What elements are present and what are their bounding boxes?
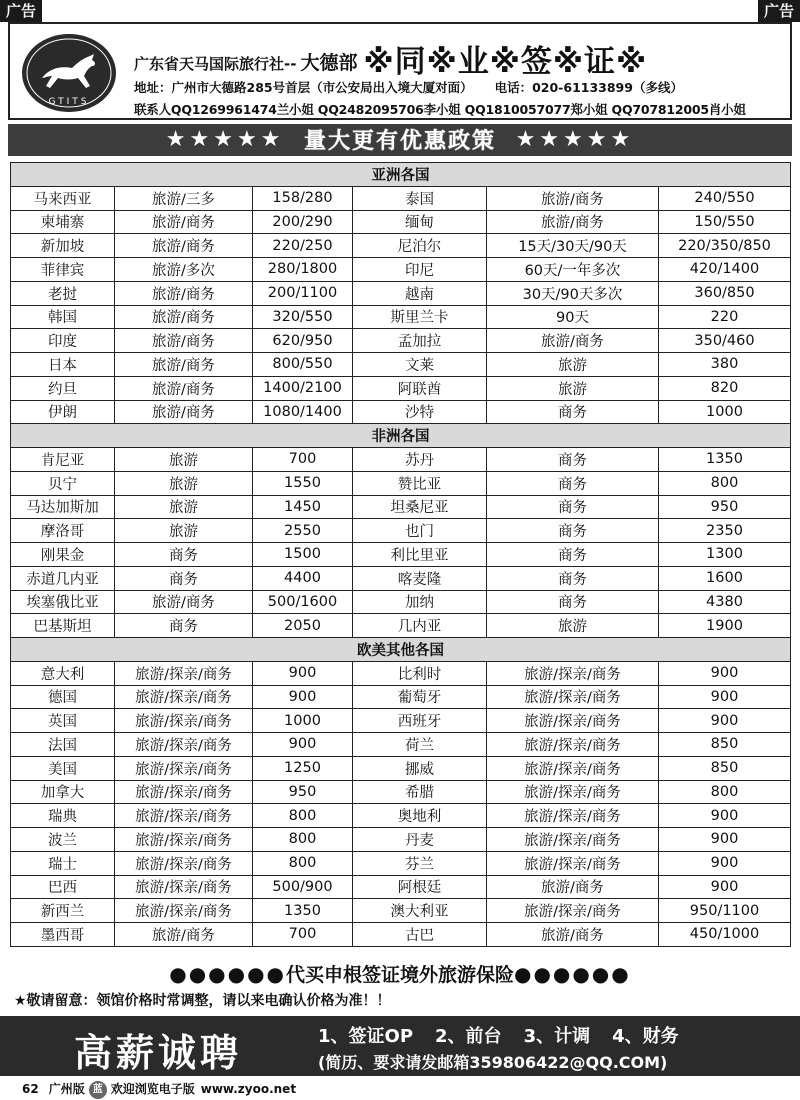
country-name: 也门: [353, 519, 487, 543]
visa-type: 旅游: [487, 614, 659, 638]
visa-type: 旅游/探亲/商务: [487, 685, 659, 709]
table-row: [11, 828, 791, 852]
country-name: 赤道几内亚: [11, 566, 115, 590]
visa-type: 旅游/探亲/商务: [115, 756, 253, 780]
phone: 电话：020-61133899（多线）: [494, 80, 683, 95]
visa-type: 商务: [487, 400, 659, 424]
visa-type: 商务: [487, 566, 659, 590]
country-name: 柬埔寨: [11, 210, 115, 234]
country-name: 孟加拉: [353, 329, 487, 353]
table-row: [11, 875, 791, 899]
visa-price: 1500: [253, 543, 353, 567]
visa-price: 2550: [253, 519, 353, 543]
edition-badge-icon: 蓝: [89, 1081, 107, 1099]
country-name: 贝宁: [11, 471, 115, 495]
visa-type: 旅游: [115, 471, 253, 495]
country-name: 赞比亚: [353, 471, 487, 495]
visa-type: 旅游: [487, 376, 659, 400]
visa-type: 旅游/商务: [115, 400, 253, 424]
promo-banner: [8, 124, 792, 156]
country-name: 摩洛哥: [11, 519, 115, 543]
section-title: 欧美其他各国: [11, 638, 791, 662]
country-name: 美国: [11, 756, 115, 780]
country-name: 菲律宾: [11, 258, 115, 282]
visa-type: 旅游: [115, 519, 253, 543]
visa-price: 150/550: [659, 210, 791, 234]
address-line: [134, 78, 683, 96]
job-item: 4、财务: [612, 1026, 679, 1047]
table-row: [11, 281, 791, 305]
visa-type: 旅游/探亲/商务: [115, 733, 253, 757]
country-name: 阿联酋: [353, 376, 487, 400]
country-name: 马达加斯加: [11, 495, 115, 519]
country-name: 西班牙: [353, 709, 487, 733]
country-name: 比利时: [353, 661, 487, 685]
footer-website-link[interactable]: www.zyoo.net: [200, 1082, 297, 1096]
country-name: 阿根廷: [353, 875, 487, 899]
visa-price: 2350: [659, 519, 791, 543]
country-name: 泰国: [353, 186, 487, 210]
visa-price: 158/280: [253, 186, 353, 210]
visa-price: 950: [253, 780, 353, 804]
visa-price-table: [10, 162, 791, 947]
visa-price: 900: [659, 709, 791, 733]
visa-price: 220/350/850: [659, 234, 791, 258]
visa-price: 1900: [659, 614, 791, 638]
country-name: 巴西: [11, 875, 115, 899]
table-row: [11, 519, 791, 543]
country-name: 奥地利: [353, 804, 487, 828]
visa-type: 旅游/探亲/商务: [115, 875, 253, 899]
visa-type: 商务: [487, 495, 659, 519]
insurance-dots-right: ●●●●●●: [514, 962, 631, 986]
page-footer: [22, 1080, 296, 1099]
visa-price: 800: [659, 780, 791, 804]
visa-type: 15天/30天/90天: [487, 234, 659, 258]
country-name: 加拿大: [11, 780, 115, 804]
visa-price: 1300: [659, 543, 791, 567]
visa-price: 800: [253, 851, 353, 875]
visa-type: 旅游/商务: [115, 281, 253, 305]
visa-price: 280/1800: [253, 258, 353, 282]
visa-price: 950/1100: [659, 899, 791, 923]
header-title-line: [134, 36, 647, 81]
visa-price: 900: [659, 875, 791, 899]
visa-price: 1080/1400: [253, 400, 353, 424]
visa-type: 旅游/商务: [115, 210, 253, 234]
visa-type: 旅游/探亲/商务: [487, 709, 659, 733]
agency-name: 广东省天马国际旅行社--: [134, 55, 297, 73]
table-row: [11, 780, 791, 804]
visa-price: 820: [659, 376, 791, 400]
country-name: 马来西亚: [11, 186, 115, 210]
table-row: [11, 543, 791, 567]
visa-type: 旅游/探亲/商务: [487, 851, 659, 875]
visa-price: 360/850: [659, 281, 791, 305]
country-name: 韩国: [11, 305, 115, 329]
country-name: 新加坡: [11, 234, 115, 258]
visa-price: 350/460: [659, 329, 791, 353]
edition-label: 广州版: [48, 1082, 85, 1096]
table-row: [11, 329, 791, 353]
country-name: 墨西哥: [11, 923, 115, 947]
country-name: 希腊: [353, 780, 487, 804]
country-name: 喀麦隆: [353, 566, 487, 590]
visa-type: 商务: [115, 566, 253, 590]
table-row: [11, 353, 791, 377]
visa-type: 旅游/商务: [115, 329, 253, 353]
visa-type: 旅游: [115, 448, 253, 472]
visa-type: 旅游/探亲/商务: [115, 709, 253, 733]
country-name: 缅甸: [353, 210, 487, 234]
section-header-row: [11, 424, 791, 448]
visa-type: 旅游: [115, 495, 253, 519]
insurance-text: 代买申根签证境外旅游保险: [285, 964, 514, 986]
country-name: 印度: [11, 329, 115, 353]
visa-price: 1000: [253, 709, 353, 733]
visa-price: 900: [659, 828, 791, 852]
country-name: 瑞士: [11, 851, 115, 875]
visa-type: 旅游/探亲/商务: [487, 733, 659, 757]
country-name: 波兰: [11, 828, 115, 852]
visa-price: 240/550: [659, 186, 791, 210]
table-row: [11, 234, 791, 258]
country-name: 意大利: [11, 661, 115, 685]
section-title: 非洲各国: [11, 424, 791, 448]
table-row: [11, 471, 791, 495]
insurance-banner: [0, 960, 800, 987]
horse-logo-icon: [20, 32, 118, 114]
visa-type: 60天/一年多次: [487, 258, 659, 282]
visa-type: 旅游/商务: [115, 305, 253, 329]
visa-price: 1000: [659, 400, 791, 424]
recruitment-email: (简历、要求请发邮箱359806422@QQ.COM): [318, 1053, 668, 1072]
country-name: 肯尼亚: [11, 448, 115, 472]
price-notice: ★敬请留意：领馆价格时常调整，请以来电确认价格为准！！: [14, 993, 391, 1009]
visa-price: 800: [253, 828, 353, 852]
visa-type: 旅游/商务: [115, 353, 253, 377]
visa-price: 2050: [253, 614, 353, 638]
visa-price: 700: [253, 448, 353, 472]
visa-type: 旅游/多次: [115, 258, 253, 282]
visa-price: 850: [659, 756, 791, 780]
table-row: [11, 661, 791, 685]
address: 地址：广州市大德路285号首层（市公安局出入境大厦对面）: [134, 80, 473, 95]
visa-price: 320/550: [253, 305, 353, 329]
table-row: [11, 851, 791, 875]
visa-price: 800: [253, 804, 353, 828]
section-header-row: [11, 163, 791, 187]
visa-price: 420/1400: [659, 258, 791, 282]
promo-text: 量大更有优惠政策: [303, 129, 496, 154]
visa-type: 旅游/探亲/商务: [487, 661, 659, 685]
visa-price: 800/550: [253, 353, 353, 377]
table-row: [11, 709, 791, 733]
visa-price: 1350: [659, 448, 791, 472]
visa-type: 旅游/探亲/商务: [115, 661, 253, 685]
logo-text: GTITS: [48, 97, 90, 107]
country-name: 古巴: [353, 923, 487, 947]
country-name: 埃塞俄比亚: [11, 590, 115, 614]
country-name: 文莱: [353, 353, 487, 377]
visa-type: 旅游/探亲/商务: [115, 851, 253, 875]
visa-type: 旅游/商务: [115, 590, 253, 614]
visa-price: 1250: [253, 756, 353, 780]
section-title: 亚洲各国: [11, 163, 791, 187]
table-row: [11, 685, 791, 709]
country-name: 荷兰: [353, 733, 487, 757]
country-name: 沙特: [353, 400, 487, 424]
visa-type: 旅游/三多: [115, 186, 253, 210]
visa-type: 旅游/商务: [487, 210, 659, 234]
table-row: [11, 590, 791, 614]
visa-price: 200/290: [253, 210, 353, 234]
ad-label-left: 广告: [0, 0, 42, 22]
country-name: 利比里亚: [353, 543, 487, 567]
visa-price: 950: [659, 495, 791, 519]
country-name: 法国: [11, 733, 115, 757]
country-name: 刚果金: [11, 543, 115, 567]
visa-type: 商务: [487, 471, 659, 495]
visa-type: 30天/90天多次: [487, 281, 659, 305]
visa-type: 旅游/商务: [115, 234, 253, 258]
job-item: 1、签证OP: [318, 1026, 414, 1047]
visa-price: 4380: [659, 590, 791, 614]
visa-price: 900: [253, 685, 353, 709]
visa-type: 旅游/探亲/商务: [487, 780, 659, 804]
visa-price: 380: [659, 353, 791, 377]
promo-stars-left: ★★★★★: [165, 127, 285, 152]
table-row: [11, 923, 791, 947]
visa-type: 旅游/探亲/商务: [487, 756, 659, 780]
country-name: 尼泊尔: [353, 234, 487, 258]
visa-price: 200/1100: [253, 281, 353, 305]
visa-type: 商务: [115, 614, 253, 638]
visa-price: 220/250: [253, 234, 353, 258]
visa-price: 1450: [253, 495, 353, 519]
visa-type: 商务: [487, 590, 659, 614]
visa-price: 900: [253, 733, 353, 757]
country-name: 葡萄牙: [353, 685, 487, 709]
visa-price: 1600: [659, 566, 791, 590]
country-name: 伊朗: [11, 400, 115, 424]
table-row: [11, 376, 791, 400]
contacts-line: 联系人QQ1269961474兰小姐 QQ2482095706李小姐 QQ1810057077郑小姐 QQ707812005肖小姐: [134, 102, 746, 117]
ad-label-right: 广告: [758, 0, 800, 22]
visa-price: 900: [659, 661, 791, 685]
country-name: 几内亚: [353, 614, 487, 638]
section-header-row: [11, 638, 791, 662]
visa-price: 620/950: [253, 329, 353, 353]
visa-type: 商务: [487, 543, 659, 567]
visa-type: 旅游/商务: [487, 875, 659, 899]
visa-price: 1350: [253, 899, 353, 923]
page-number: 62: [22, 1082, 39, 1096]
table-row: [11, 400, 791, 424]
agency-header: [8, 22, 792, 120]
country-name: 瑞典: [11, 804, 115, 828]
visa-type: 旅游: [487, 353, 659, 377]
visa-price: 850: [659, 733, 791, 757]
visa-price: 1550: [253, 471, 353, 495]
job-item: 2、前台: [435, 1026, 502, 1047]
country-name: 坦桑尼亚: [353, 495, 487, 519]
insurance-dots-left: ●●●●●●: [169, 962, 286, 986]
country-name: 芬兰: [353, 851, 487, 875]
table-row: [11, 614, 791, 638]
visa-type: 旅游/探亲/商务: [487, 899, 659, 923]
country-name: 新西兰: [11, 899, 115, 923]
country-name: 日本: [11, 353, 115, 377]
table-row: [11, 448, 791, 472]
country-name: 德国: [11, 685, 115, 709]
visa-type: 旅游/探亲/商务: [115, 685, 253, 709]
visa-type: 旅游/商务: [487, 329, 659, 353]
table-row: [11, 756, 791, 780]
visa-price: 900: [659, 804, 791, 828]
visa-type: 商务: [115, 543, 253, 567]
visa-type: 旅游/商务: [487, 186, 659, 210]
country-name: 印尼: [353, 258, 487, 282]
visa-type: 旅游/商务: [115, 923, 253, 947]
recruitment-banner: [0, 1016, 800, 1076]
promo-stars-right: ★★★★★: [515, 127, 635, 152]
slogan: ※同※业※签※证※: [363, 44, 648, 80]
visa-type: 旅游/探亲/商务: [115, 828, 253, 852]
table-row: [11, 495, 791, 519]
table-row: [11, 210, 791, 234]
visa-type: 商务: [487, 448, 659, 472]
visa-price: 900: [659, 685, 791, 709]
job-list: [318, 1022, 701, 1048]
country-name: 老挝: [11, 281, 115, 305]
country-name: 越南: [353, 281, 487, 305]
job-item: 3、计调: [523, 1026, 591, 1047]
visa-type: 旅游/探亲/商务: [115, 780, 253, 804]
visa-price: 450/1000: [659, 923, 791, 947]
visa-price: 500/1600: [253, 590, 353, 614]
visa-type: 90天: [487, 305, 659, 329]
visa-price: 4400: [253, 566, 353, 590]
visa-price: 1400/2100: [253, 376, 353, 400]
visa-price: 900: [253, 661, 353, 685]
country-name: 澳大利亚: [353, 899, 487, 923]
country-name: 约旦: [11, 376, 115, 400]
country-name: 丹麦: [353, 828, 487, 852]
department-name: 大德部: [300, 52, 358, 74]
visa-price: 700: [253, 923, 353, 947]
country-name: 挪威: [353, 756, 487, 780]
visa-type: 旅游/探亲/商务: [487, 828, 659, 852]
visa-price: 220: [659, 305, 791, 329]
table-row: [11, 566, 791, 590]
table-row: [11, 305, 791, 329]
table-row: [11, 804, 791, 828]
country-name: 巴基斯坦: [11, 614, 115, 638]
table-row: [11, 899, 791, 923]
footer-tagline: 欢迎浏览电子版: [110, 1082, 195, 1096]
country-name: 斯里兰卡: [353, 305, 487, 329]
table-row: [11, 258, 791, 282]
country-name: 苏丹: [353, 448, 487, 472]
visa-type: 商务: [487, 519, 659, 543]
recruitment-title: 高薪诚聘: [74, 1031, 243, 1075]
visa-type: 旅游/商务: [487, 923, 659, 947]
visa-type: 旅游/探亲/商务: [115, 804, 253, 828]
country-name: 加纳: [353, 590, 487, 614]
visa-type: 旅游/探亲/商务: [487, 804, 659, 828]
visa-type: 旅游/商务: [115, 376, 253, 400]
table-row: [11, 186, 791, 210]
visa-price: 500/900: [253, 875, 353, 899]
country-name: 英国: [11, 709, 115, 733]
visa-price: 800: [659, 471, 791, 495]
table-row: [11, 733, 791, 757]
visa-type: 旅游/探亲/商务: [115, 899, 253, 923]
visa-price: 900: [659, 851, 791, 875]
